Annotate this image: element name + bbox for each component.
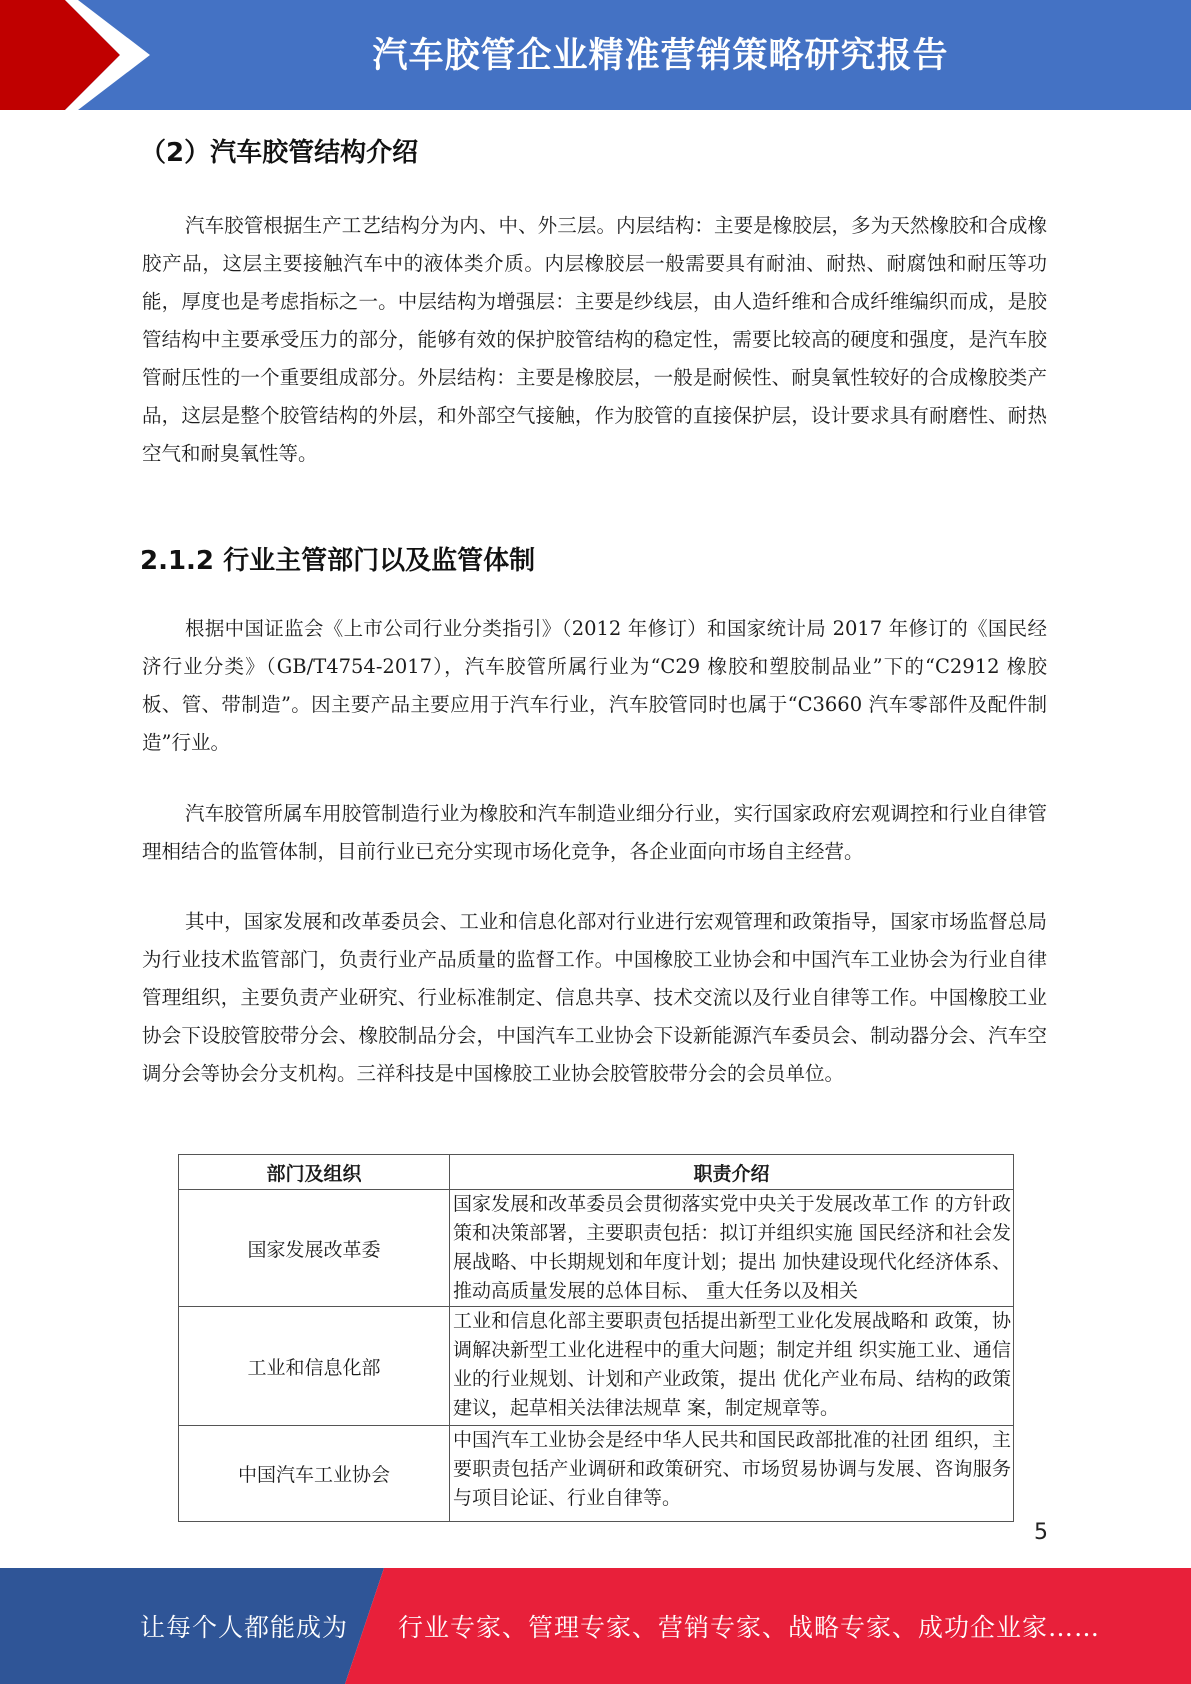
footer-slogan-left: 让每个人都能成为 [140,1613,349,1642]
table-header-dept: 部门及组织 [179,1155,450,1190]
duty-text: 中国汽车工业协会是经中华人民共和国民政部批准的社团 组织，主要职责包括产业调研和政策研究、市场贸易协调与发展、咨询服务与项目论证、行业自律等。 [453,1429,1011,1509]
paragraph-regulation-system: 汽车胶管所属车用胶管制造行业为橡胶和汽车制造业细分行业，实行国家政府宏观调控和行业自律管理相结合的监管体制，目前行业已充分实现市场化竞争，各企业面向市场自主经营。 [142,802,1047,863]
footer-slogan-right: 行业专家、管理专家、营销专家、战略专家、成功企业家…… [398,1613,1101,1642]
page-footer [0,1568,1191,1684]
section-heading-structure: （2）汽车胶管结构介绍 [140,138,419,168]
table-row [179,1190,1014,1307]
dept-name: 国家发展改革委 [179,1190,450,1307]
paragraph-structure: 汽车胶管根据生产工艺结构分为内、中、外三层。内层结构：主要是橡胶层，多为天然橡胶和合成橡胶产品，这层主要接触汽车中的液体类介质。内层橡胶层一般需要具有耐油、耐热、耐腐蚀和耐压等功能，厚度也是考虑指标之一。中层结构为增强层：主要是纱线层，由人造纤维和合成纤维编织而成，是胶管结构中主要承受压力的部分，能够有效的保护胶管结构的稳定性，需要比较高的硬度和强度，是汽车胶管耐压性的一个重要组成部分。外层结构：主要是橡胶层，一般是耐候性、耐臭氧性较好的合成橡胶类产品，这层是整个胶管结构的外层，和外部空气接触，作为胶管的直接保护层，设计要求具有耐磨性、耐热空气和耐臭氧性等。 [142,214,1047,465]
duties-table [178,1154,1014,1522]
table-header-row [179,1155,1014,1190]
paragraph-authorities: 其中，国家发展和改革委员会、工业和信息化部对行业进行宏观管理和政策指导，国家市场监督总局为行业技术监管部门，负责行业产品质量的监督工作。中国橡胶工业协会和中国汽车工业协会为行业自律管理组织，主要负责产业研究、行业标准制定、信息共享、技术交流以及行业自律等工作。中国橡胶工业协会下设胶管胶带分会、橡胶制品分会，中国汽车工业协会下设新能源汽车委员会、制动器分会、汽车空调分会等协会分支机构。三祥科技是中国橡胶工业协会胶管胶带分会的会员单位。 [142,910,1047,1085]
page-header [0,0,1191,110]
table-header-duty: 职责介绍 [450,1155,1014,1190]
duty-text: 国家发展和改革委员会贯彻落实党中央关于发展改革工作 的方针政策和决策部署，主要职责包括：拟订并组织实施 国民经济和社会发展战略、中长期规划和年度计划；提出 加快建设现代化经济体系、推动高质量发展的总体目标、 重大任务以及相关 [453,1193,1011,1302]
table-row [179,1426,1014,1522]
table-row [179,1307,1014,1426]
paragraph-classification: 根据中国证监会《上市公司行业分类指引》（2012 年修订）和国家统计局 2017 年修订的《国民经济行业分类》（GB/T4754-2017），汽车胶管所属行业为“C29 橡胶和塑胶制品业”下的“C2912 橡胶板、管、带制造”。因主要产品主要应用于汽车行业，汽车胶管同时也属于“C3660 汽车零部件及配件制造”行业。 [142,617,1047,754]
page-number: 5 [1034,1520,1048,1545]
dept-name: 中国汽车工业协会 [179,1426,450,1522]
report-title: 汽车胶管企业精准营销策略研究报告 [372,36,949,76]
duty-description [450,1307,1014,1426]
duty-description [450,1190,1014,1307]
duty-text: 工业和信息化部主要职责包括提出新型工业化发展战略和 政策，协调解决新型工业化进程中的重大问题；制定并组 织实施工业、通信业的行业规划、计划和产业政策，提出 优化产业布局、结构的政策建议，起草相关法律法规草 案，制定规章等。 [453,1310,1011,1419]
section-heading-regulation: 2.1.2 行业主管部门以及监管体制 [140,546,536,576]
dept-name: 工业和信息化部 [179,1307,450,1426]
duty-description [450,1426,1014,1522]
